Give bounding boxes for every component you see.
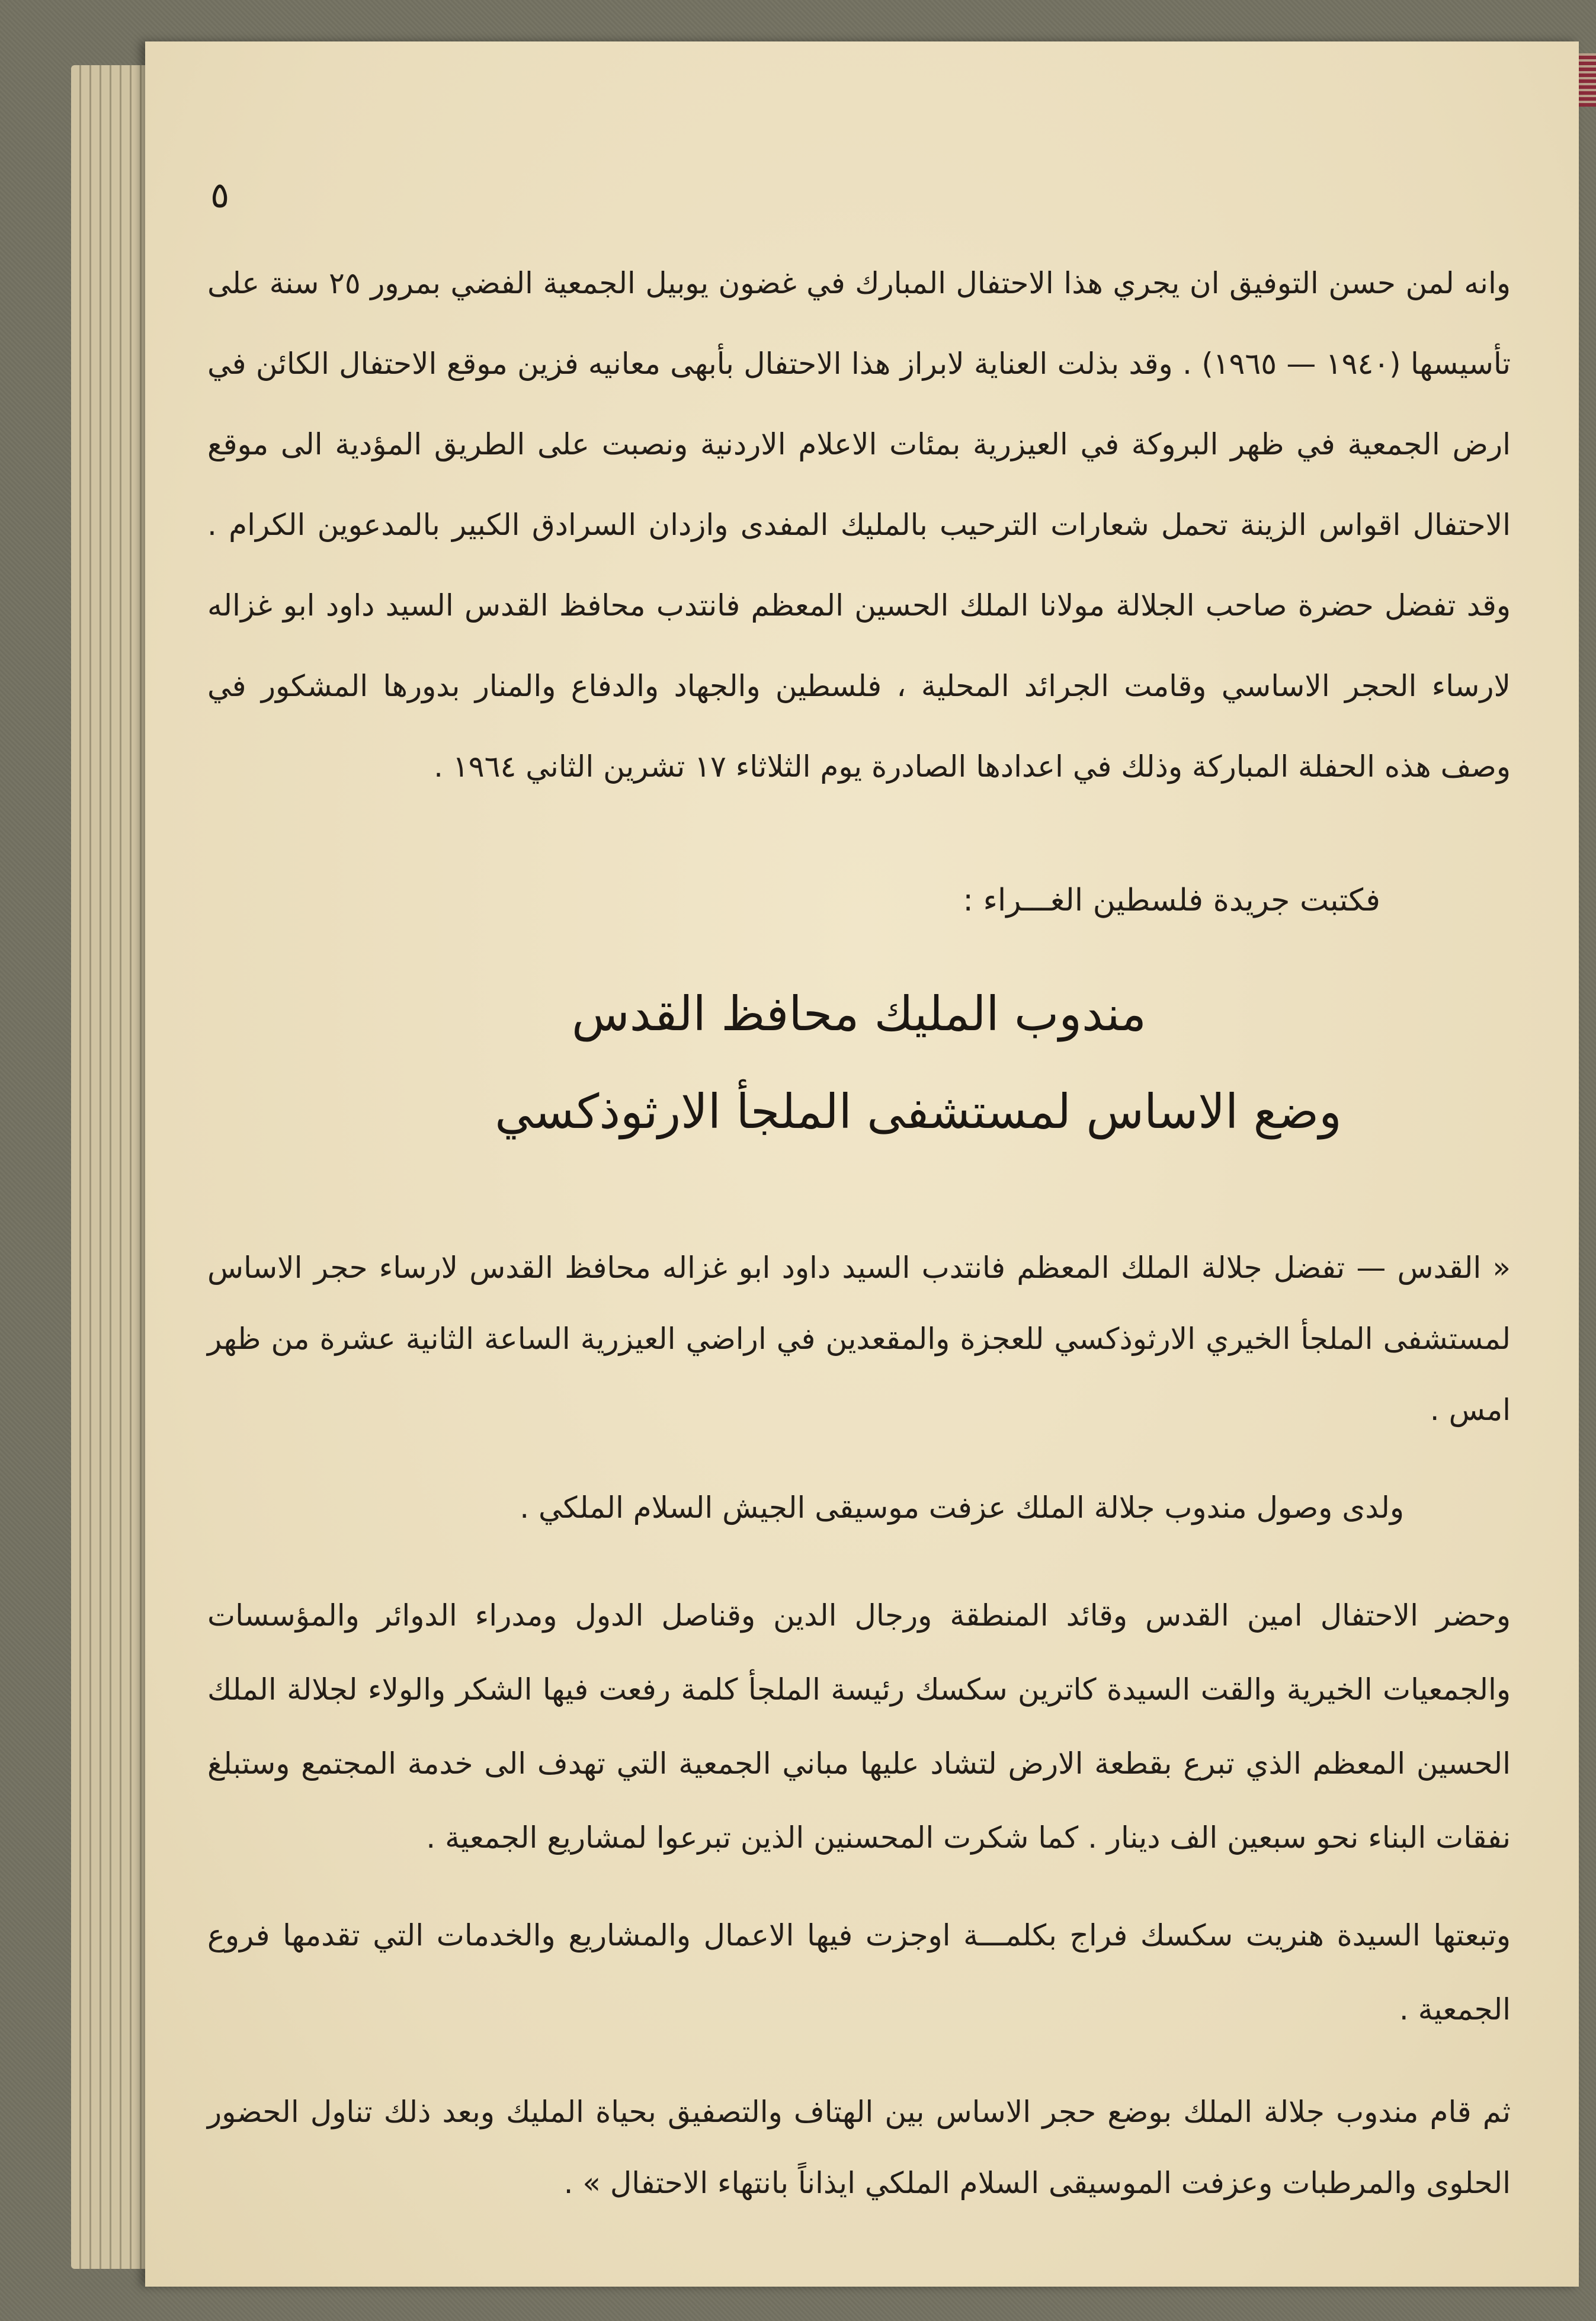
headline-subtitle: وضع الاساس لمستشفى الملجأ الارثوذكسي bbox=[495, 1084, 1342, 1139]
arrival-paragraph bbox=[207, 1484, 1404, 1531]
newspaper-intro bbox=[207, 877, 1380, 924]
attendance-paragraph bbox=[207, 1579, 1511, 1875]
intro-text: فكتبت جريدة فلسطين الغـــراء : bbox=[963, 883, 1380, 918]
page-number: ٥ bbox=[210, 175, 230, 216]
bookmark-tab bbox=[1579, 53, 1596, 107]
paragraph-text: وانه لمن حسن التوفيق ان يجري هذا الاحتفال المبارك في غضون يوبيل الجمعية الفضي بمرور ٢٥ سنة على تأسيسها (١٩٤٠ — ١٩٦٥) . وقد بذلت العناية لابراز هذا الاحتفال بأبهى معانيه فزين موقع الاحتفال الكائن في ارض الجمعية في ظهر البروكة في العيزرية بمئات الاعلام الاردنية ونصبت على الطريق المؤدية الى موقع الاحتفال اقواس الزينة تحمل شعارات الترحيب بالمليك المفدى وازدان السرادق الكبير بالمدعوين الكرام . وقد تفضل حضرة صاحب الجلالة مولانا الملك الحسين المعظم فانتدب محافظ القدس السيد داود ابو غزاله لارساء الحجر الاساسي وقامت الجرائد المحلية ، فلسطين والجهاد والدفاع والمنار بدورها المشكور في وصف هذه الحفلة المباركة وذلك في اعدادها الصادرة يوم الثلاثاء ١٧ تشرين الثاني ١٩٦٤ . bbox=[207, 266, 1511, 784]
headline-title: مندوب المليك محافظ القدس bbox=[572, 986, 1146, 1041]
followed-paragraph bbox=[207, 1899, 1511, 2047]
quote-text: « القدس — تفضل جلالة الملك المعظم فانتدب السيد داود ابو غزاله محافظ القدس لارساء حجر الاساس لمستشفى الملجأ الخيري الارثوذكسي للعجزة والمقعدين في اراضي العيزرية الساعة الثانية عشرة من ظهر امس . bbox=[207, 1251, 1511, 1427]
arrival-text: ولدى وصول مندوب جلالة الملك عزفت موسيقى الجيش السلام الملكي . bbox=[520, 1490, 1404, 1525]
followed-text: وتبعتها السيدة هنريت سكسك فراج بكلمـــة اوجزت فيها الاعمال والمشاريع والخدمات التي تقدمها فروع الجمعية . bbox=[207, 1918, 1511, 2027]
closing-text: ثم قام مندوب جلالة الملك بوضع حجر الاساس بين الهتاف والتصفيق بحياة المليك وبعد ذلك تناول الحضور الحلوى والمرطبات وعزفت الموسيقى السلام الملكي ايذاناً بانتهاء الاحتفال » . bbox=[207, 2095, 1511, 2200]
attendance-text: وحضر الاحتفال امين القدس وقائد المنطقة ورجال الدين وقناصل الدول ومدراء الدوائر والمؤسسات والجمعيات الخيرية والقت السيدة كاترين سكسك رئيسة الملجأ كلمة رفعت فيها الشكر والولاء لجلالة الملك الحسين المعظم الذي تبرع بقطعة الارض لتشاد عليها مباني الجمعية التي تهدف الى خدمة المجتمع وستبلغ نفقات البناء نحو سبعين الف دينار . كما شكرت المحسنين الذين تبرعوا لمشاريع الجمعية . bbox=[207, 1598, 1511, 1855]
opening-paragraph bbox=[207, 243, 1511, 807]
quote-paragraph bbox=[207, 1232, 1511, 1445]
closing-paragraph bbox=[207, 2076, 1511, 2219]
